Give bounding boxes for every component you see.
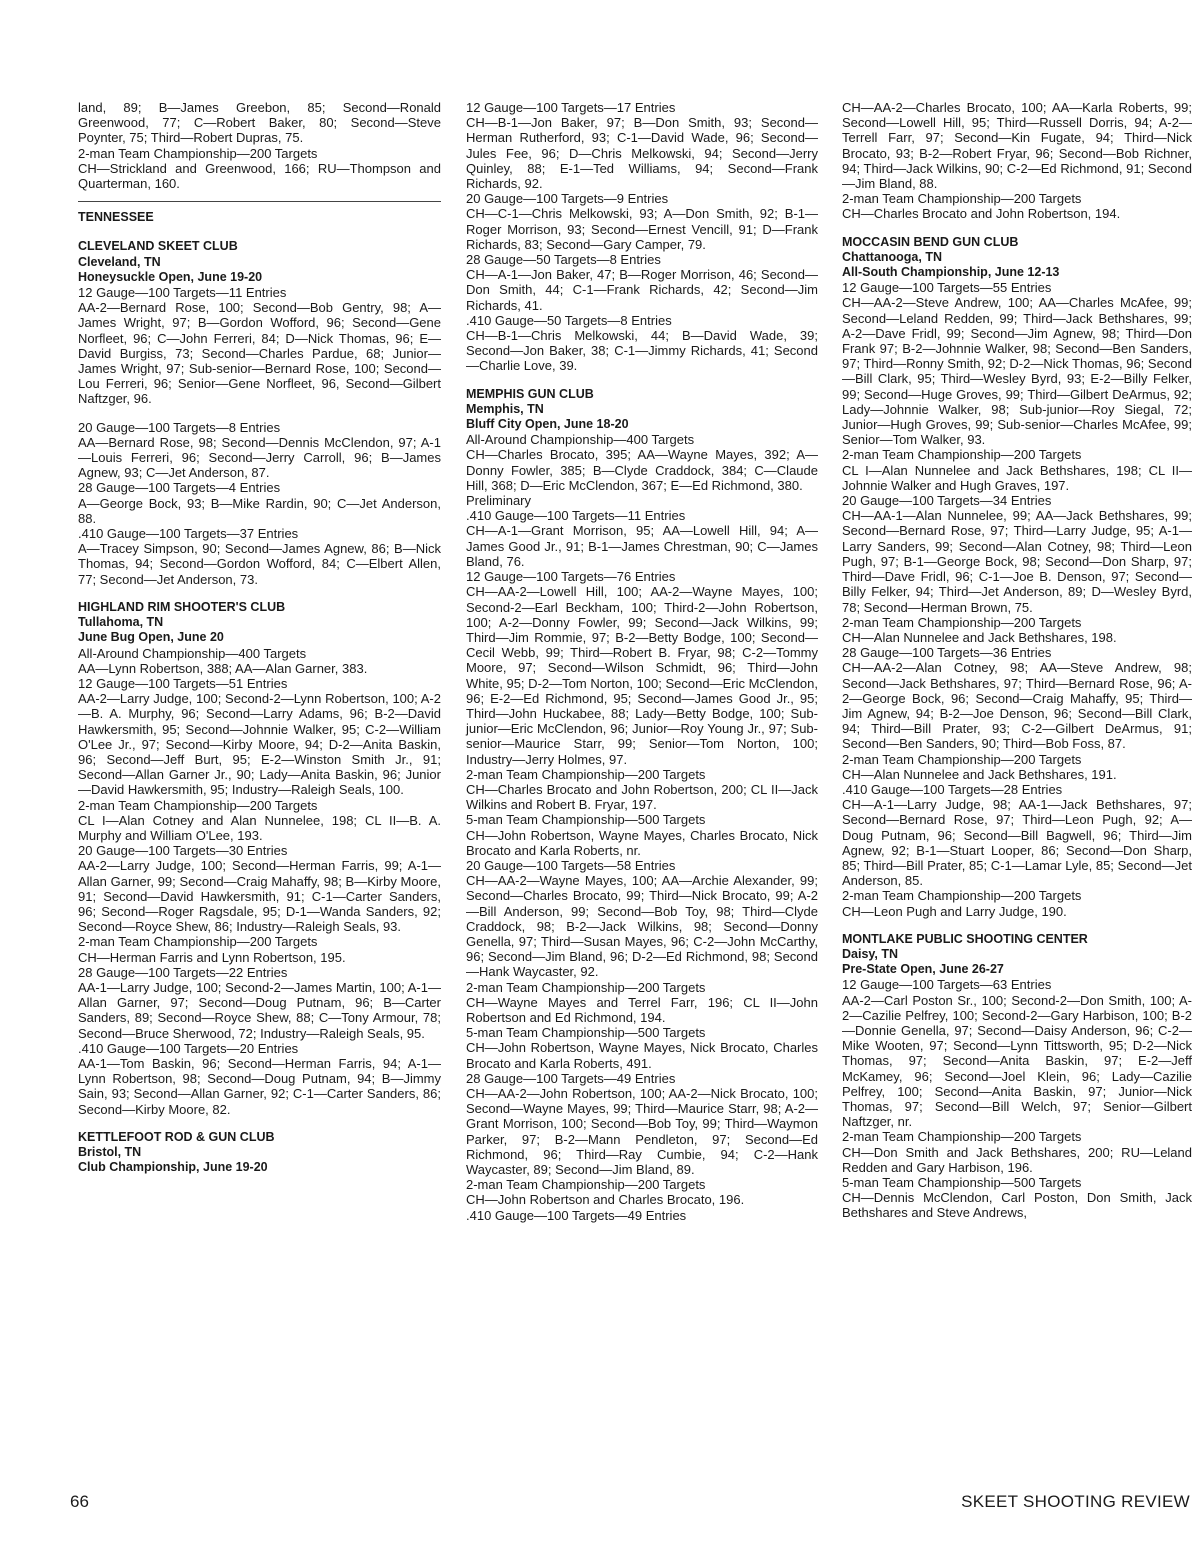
results-paragraph: 12 Gauge—100 Targets—76 Entries	[466, 569, 676, 585]
results-paragraph: 2-man Team Championship—200 Targets	[842, 447, 1082, 463]
results-paragraph: AA-2—Larry Judge, 100; Second-2—Lynn Robertson, 100; A-2—B. A. Murphy, 96; Second—Larry Adams, 96; B-2—David Hawkersmith, 95; Second—Johnnie Walker, 95; C-2—William O'Lee Jr., 97; Second—Kirby Moore, 94; D-2—Anita Baskin, 96; Second—Jeff Burt, 95; E-2—Winston Smith Jr., 91; Second—Allan Garner Jr., 90; Lady—Anita Baskin, 96; Junior—David Hawkersmith, 95; Industry—Raleigh Seals, 100.	[78, 691, 441, 798]
results-paragraph: All-Around Championship—400 Targets	[78, 645, 307, 661]
results-paragraph: CH—Alan Nunnelee and Jack Bethshares, 191.	[842, 766, 1117, 782]
results-paragraph: CH—Dennis McClendon, Carl Poston, Don Smith, Jack Bethshares and Steve Andrews,	[842, 1190, 1192, 1221]
results-paragraph: 2-man Team Championship—200 Targets	[78, 934, 318, 950]
results-paragraph: 12 Gauge—100 Targets—55 Entries	[842, 280, 1052, 296]
results-paragraph: 2-man Team Championship—200 Targets	[842, 1129, 1082, 1145]
results-paragraph: CL I—Alan Cotney and Alan Nunnelee, 198; CL II—B. A. Murphy and William O'Lee, 193.	[78, 812, 441, 843]
results-paragraph: .410 Gauge—100 Targets—28 Entries	[842, 781, 1063, 797]
column-3	[842, 100, 1192, 1221]
results-paragraph: 12 Gauge—100 Targets—63 Entries	[842, 977, 1052, 993]
club-heading: All-South Championship, June 12-13	[842, 265, 1060, 280]
results-paragraph: Preliminary	[466, 493, 532, 509]
results-paragraph: AA-1—Tom Baskin, 96; Second—Herman Farris, 94; A-1—Lynn Robertson, 98; Second—Doug Putnam, 94; B—Jimmy Sain, 93; Second—Allan Garner, 92; C-1—Carter Sanders, 86; Second—Kirby Moore, 82.	[78, 1055, 441, 1117]
club-heading: Daisy, TN	[842, 946, 899, 961]
club-heading: Honeysuckle Open, June 19-20	[78, 269, 263, 284]
results-paragraph: AA-2—Larry Judge, 100; Second—Herman Farris, 99; A-1—Allan Garner, 99; Second—Craig Mahaffy, 98; B—Kirby Moore, 91; Second—David Hawkersmith, 91; C-1—Carter Sanders, 96; Second—Roger Ragsdale, 95; D-1—Wanda Sanders, 92; Second—Royce Shew, 86; Industry—Raleigh Seals, 93.	[78, 858, 441, 935]
results-paragraph: CH—Herman Farris and Lynn Robertson, 195.	[78, 949, 346, 965]
results-paragraph: .410 Gauge—50 Targets—8 Entries	[466, 312, 672, 328]
club-heading: KETTLEFOOT ROD & GUN CLUB	[78, 1129, 275, 1144]
results-paragraph: 28 Gauge—100 Targets—4 Entries	[78, 480, 281, 496]
club-heading: Club Championship, June 19-20	[78, 1160, 268, 1175]
club-heading: Memphis, TN	[466, 401, 544, 416]
results-paragraph: CH—Leon Pugh and Larry Judge, 190.	[842, 903, 1067, 919]
results-paragraph: CH—Alan Nunnelee and Jack Bethshares, 198.	[842, 629, 1117, 645]
results-paragraph: .410 Gauge—100 Targets—11 Entries	[466, 508, 686, 524]
results-paragraph: CH—Don Smith and Jack Bethshares, 200; RU—Leland Redden and Gary Harbison, 196.	[842, 1144, 1192, 1175]
results-paragraph: .410 Gauge—100 Targets—20 Entries	[78, 1040, 299, 1056]
results-paragraph: A—George Bock, 93; B—Mike Rardin, 90; C—Jet Anderson, 88.	[78, 495, 441, 526]
results-paragraph: CH—Charles Brocato, 395; AA—Wayne Mayes, 392; A—Donny Fowler, 385; B—Clyde Craddock, 384; C—Claude Hill, 368; D—Eric McClendon, 367; E—Ed Richmond, 380.	[466, 447, 818, 493]
results-paragraph: CH—AA-2—Lowell Hill, 100; AA-2—Wayne Mayes, 100; Second-2—Earl Beckham, 100; Third-2—John Robertson, 100; A-2—Donny Fowler, 99; Second—Jack Wilkins, 99; Third—Jim Rommie, 97; B-2—Betty Bodge, 100; Second—Cecil Webb, 99; Third—Robert B. Fryar, 98; C-2—Tommy Moore, 97; Second—Wilson Schmidt, 96; Third—John White, 95; D-2—Tom Norton, 100; Second—Eric McClendon, 96; E-2—Ed Richmond, 95; Second—James Good Jr., 95; Third—John Huckabee, 88; Lady—Betty Bodge, 100; Sub-junior—Eric McClendon, 96; Junior—Roy Young Jr., 97; Sub-senior—Maurice Starr, 99; Senior—Tom Norton, 100; Industry—Jerry Holmes, 97.	[466, 584, 818, 767]
results-paragraph: CH—AA-2—Wayne Mayes, 100; AA—Archie Alexander, 99; Second—Charles Brocato, 99; Third—Nick Brocato, 99; A-2—Bill Anderson, 99; Second—Bob Toy, 98; Third—Clyde Craddock, 98; B-2—Jack Wilkins, 98; Second—Donny Genella, 97; Third—Susan Mayes, 96; C-2—John McCarthy, 96; Second—Jim Bland, 96; D-2—Ed Richmond, 98; Second—Hank Waycaster, 92.	[466, 873, 818, 980]
results-paragraph: 28 Gauge—100 Targets—22 Entries	[78, 964, 288, 980]
results-paragraph: 12 Gauge—100 Targets—11 Entries	[78, 285, 287, 301]
state-heading: TENNESSEE	[78, 201, 441, 225]
results-paragraph: CH—AA-2—Steve Andrew, 100; AA—Charles McAfee, 99; Second—Leland Redden, 99; Third—Jack Bethshares, 99; A-2—Dave Fridl, 99; Second—Jim Agnew, 98; Third—Don Frank 97; B-2—Johnnie Walker, 98; Second—Ben Sanders, 97; Third—Ronny Smith, 92; D-2—Nick Thomas, 96; Second—Bill Clark, 95; Third—Wesley Byrd, 93; E-2—Billy Felker, 99; Second—Huge Groves, 99; Third—Gilbert DeArmus, 92; Lady—Johnnie Walker, 98; Sub-junior—Roy Siegal, 72; Junior—Hugh Groves, 99; Sub-senior—Charles McAfee, 99; Senior—Tom Walker, 93.	[842, 295, 1192, 448]
results-paragraph: CH—Strickland and Greenwood, 166; RU—Thompson and Quarterman, 160.	[78, 160, 441, 192]
club-heading: June Bug Open, June 20	[78, 630, 224, 645]
results-paragraph: 2-man Team Championship—200 Targets	[78, 797, 318, 813]
results-paragraph: CH—John Robertson, Wayne Mayes, Charles Brocato, Nick Brocato and Karla Roberts, nr.	[466, 827, 818, 858]
results-paragraph: CH—A-1—Larry Judge, 98; AA-1—Jack Bethshares, 97; Second—Bernard Rose, 97; Third—Leon Pugh, 92; A—Doug Putnam, 96; Second—Bill Bagwell, 96; Third—Jim Agnew, 92; B-1—Stuart Looper, 86; Second—Don Sharp, 85; Third—Bill Prater, 85; C-1—Lamar Lyle, 85; Second—Jet Anderson, 85.	[842, 797, 1192, 889]
results-paragraph: AA-2—Bernard Rose, 100; Second—Bob Gentry, 98; A—James Wright, 97; B—Gordon Wofford, 96; Second—Gene Norfleet, 96; C—John Ferreri, 84; D—Nick Thomas, 96; E—David Burgiss, 73; Second—Charles Pardue, 68; Junior—James Wright, 97; Sub-senior—Bernard Rose, 100; Second—Lou Ferreri, 96; Senior—Gene Norfleet, 96, Second—Gilbert Naftzger, 96.	[78, 300, 441, 407]
results-paragraph: CH—C-1—Chris Melkowski, 93; A—Don Smith, 92; B-1—Roger Morrison, 93; Second—Ernest Vencill, 91; D—Frank Richards, 83; Second—Gary Camper, 79.	[466, 206, 818, 252]
page-number: 66	[70, 1492, 89, 1511]
club-heading: Bluff City Open, June 18-20	[466, 417, 629, 432]
results-paragraph: All-Around Championship—400 Targets	[466, 432, 695, 448]
results-paragraph: CH—B-1—Chris Melkowski, 44; B—David Wade, 39; Second—Jon Baker, 38; C-1—Jimmy Richards, 41; Second—Charlie Love, 39.	[466, 328, 818, 374]
results-paragraph: AA-1—Larry Judge, 100; Second-2—James Martin, 100; A-1—Allan Garner, 97; Second—Doug Putnam, 96; B—Carter Sanders, 89; Second—Royce Shew, 88; C—Tony Armour, 78; Second—Bruce Sherwood, 72; Industry—Raleigh Seals, 95.	[78, 979, 441, 1041]
results-paragraph: .410 Gauge—100 Targets—37 Entries	[78, 526, 299, 542]
club-heading: HIGHLAND RIM SHOOTER'S CLUB	[78, 599, 286, 614]
results-paragraph: 20 Gauge—100 Targets—8 Entries	[78, 419, 281, 435]
results-paragraph: 2-man Team Championship—200 Targets	[842, 751, 1082, 767]
results-paragraph: CH—AA-2—Alan Cotney, 98; AA—Steve Andrew, 98; Second—Jack Bethshares, 97; Third—Bernard Rose, 96; A-2—George Bock, 96; Second—Craig Mahaffy, 95; Third—Jim Agnew, 94; B-2—Joe Denson, 96; Second—Bill Clark, 94; Third—Bill Prater, 93; C-2—Gilbert DeArmus, 91; Second—Ben Sanders, 90; Third—Bob Foss, 87.	[842, 660, 1192, 752]
results-paragraph: .410 Gauge—100 Targets—49 Entries	[466, 1207, 687, 1223]
results-paragraph: 28 Gauge—100 Targets—36 Entries	[842, 645, 1052, 661]
results-paragraph: AA—Bernard Rose, 98; Second—Dennis McClendon, 97; A-1—Louis Ferreri, 96; Second—Jerry Carroll, 96; B—James Agnew, 93; C—Jet Anderson, 87.	[78, 434, 441, 481]
results-paragraph: CH—B-1—Jon Baker, 97; B—Don Smith, 93; Second—Herman Rutherford, 93; C-1—David Wade, 96; Second—Jules Fee, 96; D—Chris Melkowski, 94; Second—Jerry Quinley, 88; E-1—Ted Williams, 94; Second—Frank Richards, 92.	[466, 115, 818, 192]
results-paragraph: 28 Gauge—100 Targets—49 Entries	[466, 1070, 676, 1086]
results-paragraph: CH—John Robertson, Wayne Mayes, Nick Brocato, Charles Brocato and Karla Roberts, 491.	[466, 1040, 818, 1071]
column-1	[78, 100, 441, 1175]
results-paragraph: 28 Gauge—50 Targets—8 Entries	[466, 252, 661, 268]
results-paragraph: 20 Gauge—100 Targets—9 Entries	[466, 191, 669, 207]
results-paragraph: 5-man Team Championship—500 Targets	[466, 812, 706, 828]
results-paragraph: CH—A-1—Jon Baker, 47; B—Roger Morrison, 46; Second—Don Smith, 44; C-1—Frank Richards, 42; Second—Jim Richards, 41.	[466, 267, 818, 313]
results-paragraph: CH—Wayne Mayes and Terrel Farr, 196; CL II—John Robertson and Ed Richmond, 194.	[466, 994, 818, 1025]
publication-name: SKEET SHOOTING REVIEW	[961, 1492, 1190, 1511]
results-paragraph: CH—AA-2—Charles Brocato, 100; AA—Karla Roberts, 99; Second—Lowell Hill, 95; Third—Russell Dorris, 94; A-2—Terrell Farr, 97; Second—Kin Fugate, 94; Third—Nick Brocato, 93; B-2—Robert Fryar, 96; Second—Bob Richner, 94; Third—Jack Wilkins, 90; C-2—Ed Richmond, 91; Second—Jim Bland, 88.	[842, 100, 1192, 192]
club-heading: Pre-State Open, June 26-27	[842, 962, 1004, 977]
results-paragraph: 2-man Team Championship—200 Targets	[842, 888, 1082, 904]
results-paragraph: 2-man Team Championship—200 Targets	[466, 1177, 706, 1193]
results-paragraph: CH—John Robertson and Charles Brocato, 196.	[466, 1192, 745, 1208]
results-paragraph: 5-man Team Championship—500 Targets	[842, 1175, 1082, 1191]
results-paragraph: 2-man Team Championship—200 Targets	[466, 766, 706, 782]
results-paragraph: CH—AA-2—John Robertson, 100; AA-2—Nick Brocato, 100; Second—Wayne Mayes, 99; Third—Maurice Starr, 98; A-2—Grant Morrison, 100; Second—Bob Toy, 99; Third—Waymon Parker, 97; B-2—Mann Pendleton, 97; Second—Ed Richmond, 96; Third—Ray Cumbie, 94; C-2—Hank Waycaster, 89; Second—Jim Bland, 89.	[466, 1086, 818, 1178]
results-paragraph: 20 Gauge—100 Targets—34 Entries	[842, 493, 1052, 509]
club-heading: MEMPHIS GUN CLUB	[466, 386, 594, 401]
results-paragraph: CH—Charles Brocato and John Robertson, 194.	[842, 206, 1121, 222]
results-paragraph: 12 Gauge—100 Targets—51 Entries	[78, 675, 288, 691]
results-paragraph: CL I—Alan Nunnelee and Jack Bethshares, 198; CL II—Johnnie Walker and Hugh Graves, 197.	[842, 462, 1192, 493]
results-paragraph: AA—Lynn Robertson, 388; AA—Alan Garner, 383.	[78, 660, 368, 676]
results-paragraph: 12 Gauge—100 Targets—17 Entries	[466, 100, 676, 115]
results-paragraph: 5-man Team Championship—500 Targets	[466, 1025, 706, 1041]
club-heading: Bristol, TN	[78, 1145, 142, 1159]
results-paragraph: 20 Gauge—100 Targets—30 Entries	[78, 843, 288, 859]
results-paragraph: land, 89; B—James Greebon, 85; Second—Ronald Greenwood, 77; C—Robert Baker, 80; Second—Steve Poynter, 75; Third—Robert Dupras, 75.	[78, 100, 441, 146]
results-paragraph: AA-2—Carl Poston Sr., 100; Second-2—Don Smith, 100; A-2—Cazilie Pelfrey, 100; Second-2—Gary Harbison, 100; B-2—Donnie Genella, 97; Second—Daisy Anderson, 96; C-2—Mike Wooten, 97; Second—Lynn Tittsworth, 95; D-2—Nick Thomas, 97; Second—Anita Baskin, 97; E-2—Jeff McKamey, 96; Second—Joel Klein, 96; Lady—Cazilie Pelfrey, 100; Second—Anita Baskin, 97; Junior—Nick Thomas, 97; Second—Bill Welch, 97; Senior—Gilbert Naftzger, nr.	[842, 992, 1192, 1130]
club-heading: Cleveland, TN	[78, 254, 161, 269]
club-heading: Chattanooga, TN	[842, 249, 942, 264]
club-heading: Tullahoma, TN	[78, 615, 164, 630]
results-paragraph: 2-man Team Championship—200 Targets	[842, 191, 1082, 207]
results-paragraph: 20 Gauge—100 Targets—58 Entries	[466, 857, 676, 873]
club-heading: CLEVELAND SKEET CLUB	[78, 239, 238, 254]
results-paragraph: 2-man Team Championship—200 Targets	[78, 145, 318, 161]
club-heading: MOCCASIN BEND GUN CLUB	[842, 234, 1019, 249]
results-paragraph: CH—A-1—Grant Morrison, 95; AA—Lowell Hill, 94; A—James Good Jr., 91; B-1—James Chrestman, 90; C—James Bland, 76.	[466, 523, 818, 569]
results-paragraph: 2-man Team Championship—200 Targets	[842, 614, 1082, 630]
results-paragraph: CH—Charles Brocato and John Robertson, 200; CL II—Jack Wilkins and Robert B. Fryar, 197.	[466, 781, 818, 813]
column-2	[466, 100, 818, 1223]
results-paragraph: 2-man Team Championship—200 Targets	[466, 979, 706, 995]
results-paragraph: CH—AA-1—Alan Nunnelee, 99; AA—Jack Bethshares, 99; Second—Bernard Rose, 97; Third—Larry Judge, 95; A-1—Larry Sanders, 99; Second—Alan Cotney, 98; Third—Leon Pugh, 97; B-1—George Bock, 98; Second—Don Sharp, 97; Third—Dave Fridl, 96; C-1—Joe B. Denson, 97; Second—Billy Felker, 94; Third—Jet Anderson, 89; D—Wesley Byrd, 78; Second—Herman Brown, 75.	[842, 508, 1192, 615]
results-paragraph: A—Tracey Simpson, 90; Second—James Agnew, 86; B—Nick Thomas, 94; Second—Gordon Wofford, 84; C—Elbert Allen, 77; Second—Jet Anderson, 73.	[78, 541, 441, 587]
club-heading: MONTLAKE PUBLIC SHOOTING CENTER	[842, 931, 1088, 946]
